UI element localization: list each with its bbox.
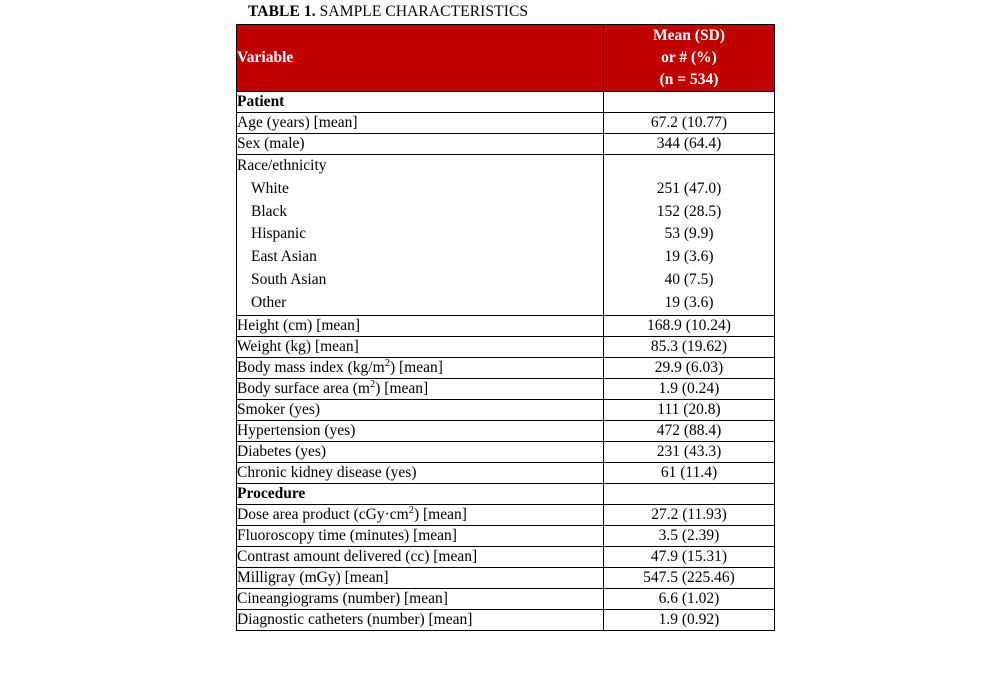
row-label-dap-pre: Dose area product (cGy·cm [237,505,409,523]
table-title-text: SAMPLE CHARACTERISTICS [315,3,529,20]
table-row-diabetes [237,441,775,462]
row-label-bsa-post: ) [mean] [375,379,429,397]
row-label-diagnostic-catheters: Diagnostic catheters (number) [mean] [237,609,604,630]
table-title-label: TABLE 1. [248,3,316,20]
section-value-patient [604,92,775,113]
row-value-other: 19 (3.6) [664,293,714,311]
table-row-chronic-kidney-disease [237,462,775,483]
table-body [237,92,775,631]
row-label-dap-post: ) [mean] [413,505,467,523]
row-value-diagnostic-catheters: 1.9 (0.92) [604,609,775,630]
section-label-patient: Patient [237,92,604,113]
table-row-body-surface-area [237,378,775,399]
row-label-body-surface-area [237,378,604,399]
table-row-hypertension [237,420,775,441]
table-row-body-mass-index [237,357,775,378]
table-row-contrast-amount [237,546,775,567]
row-label-smoker: Smoker (yes) [237,399,604,420]
row-label-race-ethnicity: Race/ethnicity [237,157,327,174]
row-label-chronic-kidney-disease: Chronic kidney disease (yes) [237,462,604,483]
row-label-height: Height (cm) [mean] [237,315,604,336]
row-value-south-asian: 40 (7.5) [664,270,714,288]
table-row-section-patient [237,92,775,113]
row-value-white: 251 (47.0) [656,179,722,197]
row-label-south-asian: South Asian [251,270,327,288]
table-row-fluoroscopy-time [237,525,775,546]
row-value-weight: 85.3 (19.62) [604,336,775,357]
row-label-contrast-amount: Contrast amount delivered (cc) [mean] [237,546,604,567]
row-value-black: 152 (28.5) [656,202,722,220]
row-label-fluoroscopy-time: Fluoroscopy time (minutes) [mean] [237,525,604,546]
row-label-dose-area-product [237,504,604,525]
sample-characteristics-table [236,24,775,631]
row-value-age: 67.2 (10.77) [604,113,775,134]
row-value-diabetes: 231 (43.3) [604,441,775,462]
column-header-value-line2: or # (%) [661,49,717,66]
table-row-cineangiograms [237,588,775,609]
row-label-hispanic: Hispanic [251,225,307,243]
row-label-dap-superscript: 2 [408,504,414,516]
row-value-smoker: 111 (20.8) [604,399,775,420]
row-label-cineangiograms: Cineangiograms (number) [mean] [237,588,604,609]
table-row-height [237,315,775,336]
table-row-milligray [237,567,775,588]
column-header-variable: Variable [237,25,604,92]
table-row-age [237,113,775,134]
table-row-dose-area-product [237,504,775,525]
row-label-white: White [251,179,289,197]
table-title [236,0,774,24]
row-value-cineangiograms: 6.6 (1.02) [604,588,775,609]
table-container [236,0,774,631]
row-label-bsa-superscript: 2 [369,378,376,390]
row-label-east-asian: East Asian [251,248,317,266]
table-row-diagnostic-catheters [237,609,775,630]
row-label-milligray: Milligray (mGy) [mean] [237,567,604,588]
row-label-bmi-pre: Body mass index (kg/m [237,358,385,376]
row-value-chronic-kidney-disease: 61 (11.4) [604,462,775,483]
row-label-bmi-post: ) [mean] [389,358,443,376]
column-header-value-line3: (n = 534) [659,71,719,88]
row-value-body-surface-area: 1.9 (0.24) [604,378,775,399]
row-value-milligray: 547.5 (225.46) [604,567,775,588]
row-value-height: 168.9 (10.24) [604,315,775,336]
row-value-hypertension: 472 (88.4) [604,420,775,441]
table-row-smoker [237,399,775,420]
row-label-other: Other [251,293,287,311]
row-label-body-mass-index [237,357,604,378]
row-value-hispanic: 53 (9.9) [664,225,714,243]
table-row-section-procedure [237,483,775,504]
row-value-fluoroscopy-time: 3.5 (2.39) [604,525,775,546]
row-value-dose-area-product: 27.2 (11.93) [604,504,775,525]
row-value-body-mass-index: 29.9 (6.03) [604,357,775,378]
row-value-sex: 344 (64.4) [604,134,775,155]
header-row [237,25,775,92]
row-label-sex: Sex (male) [237,134,604,155]
row-label-age: Age (years) [mean] [237,113,604,134]
row-value-east-asian: 19 (3.6) [664,248,714,266]
row-label-hypertension: Hypertension (yes) [237,420,604,441]
row-value-contrast-amount: 47.9 (15.31) [604,546,775,567]
row-label-weight: Weight (kg) [mean] [237,336,604,357]
section-value-procedure [604,483,775,504]
row-label-black: Black [251,202,288,220]
table-header [237,25,775,92]
row-label-bsa-pre: Body surface area (m [237,379,370,397]
row-label-race-ethnicity-group [237,155,604,316]
row-value-race-ethnicity-group [604,155,775,316]
section-label-procedure: Procedure [237,483,604,504]
row-label-diabetes: Diabetes (yes) [237,441,604,462]
column-header-value-line1: Mean (SD) [653,27,725,44]
table-row-weight [237,336,775,357]
table-row-race-ethnicity [237,155,775,316]
row-label-bmi-superscript: 2 [384,357,390,369]
table-row-sex [237,134,775,155]
column-header-value [604,25,775,92]
